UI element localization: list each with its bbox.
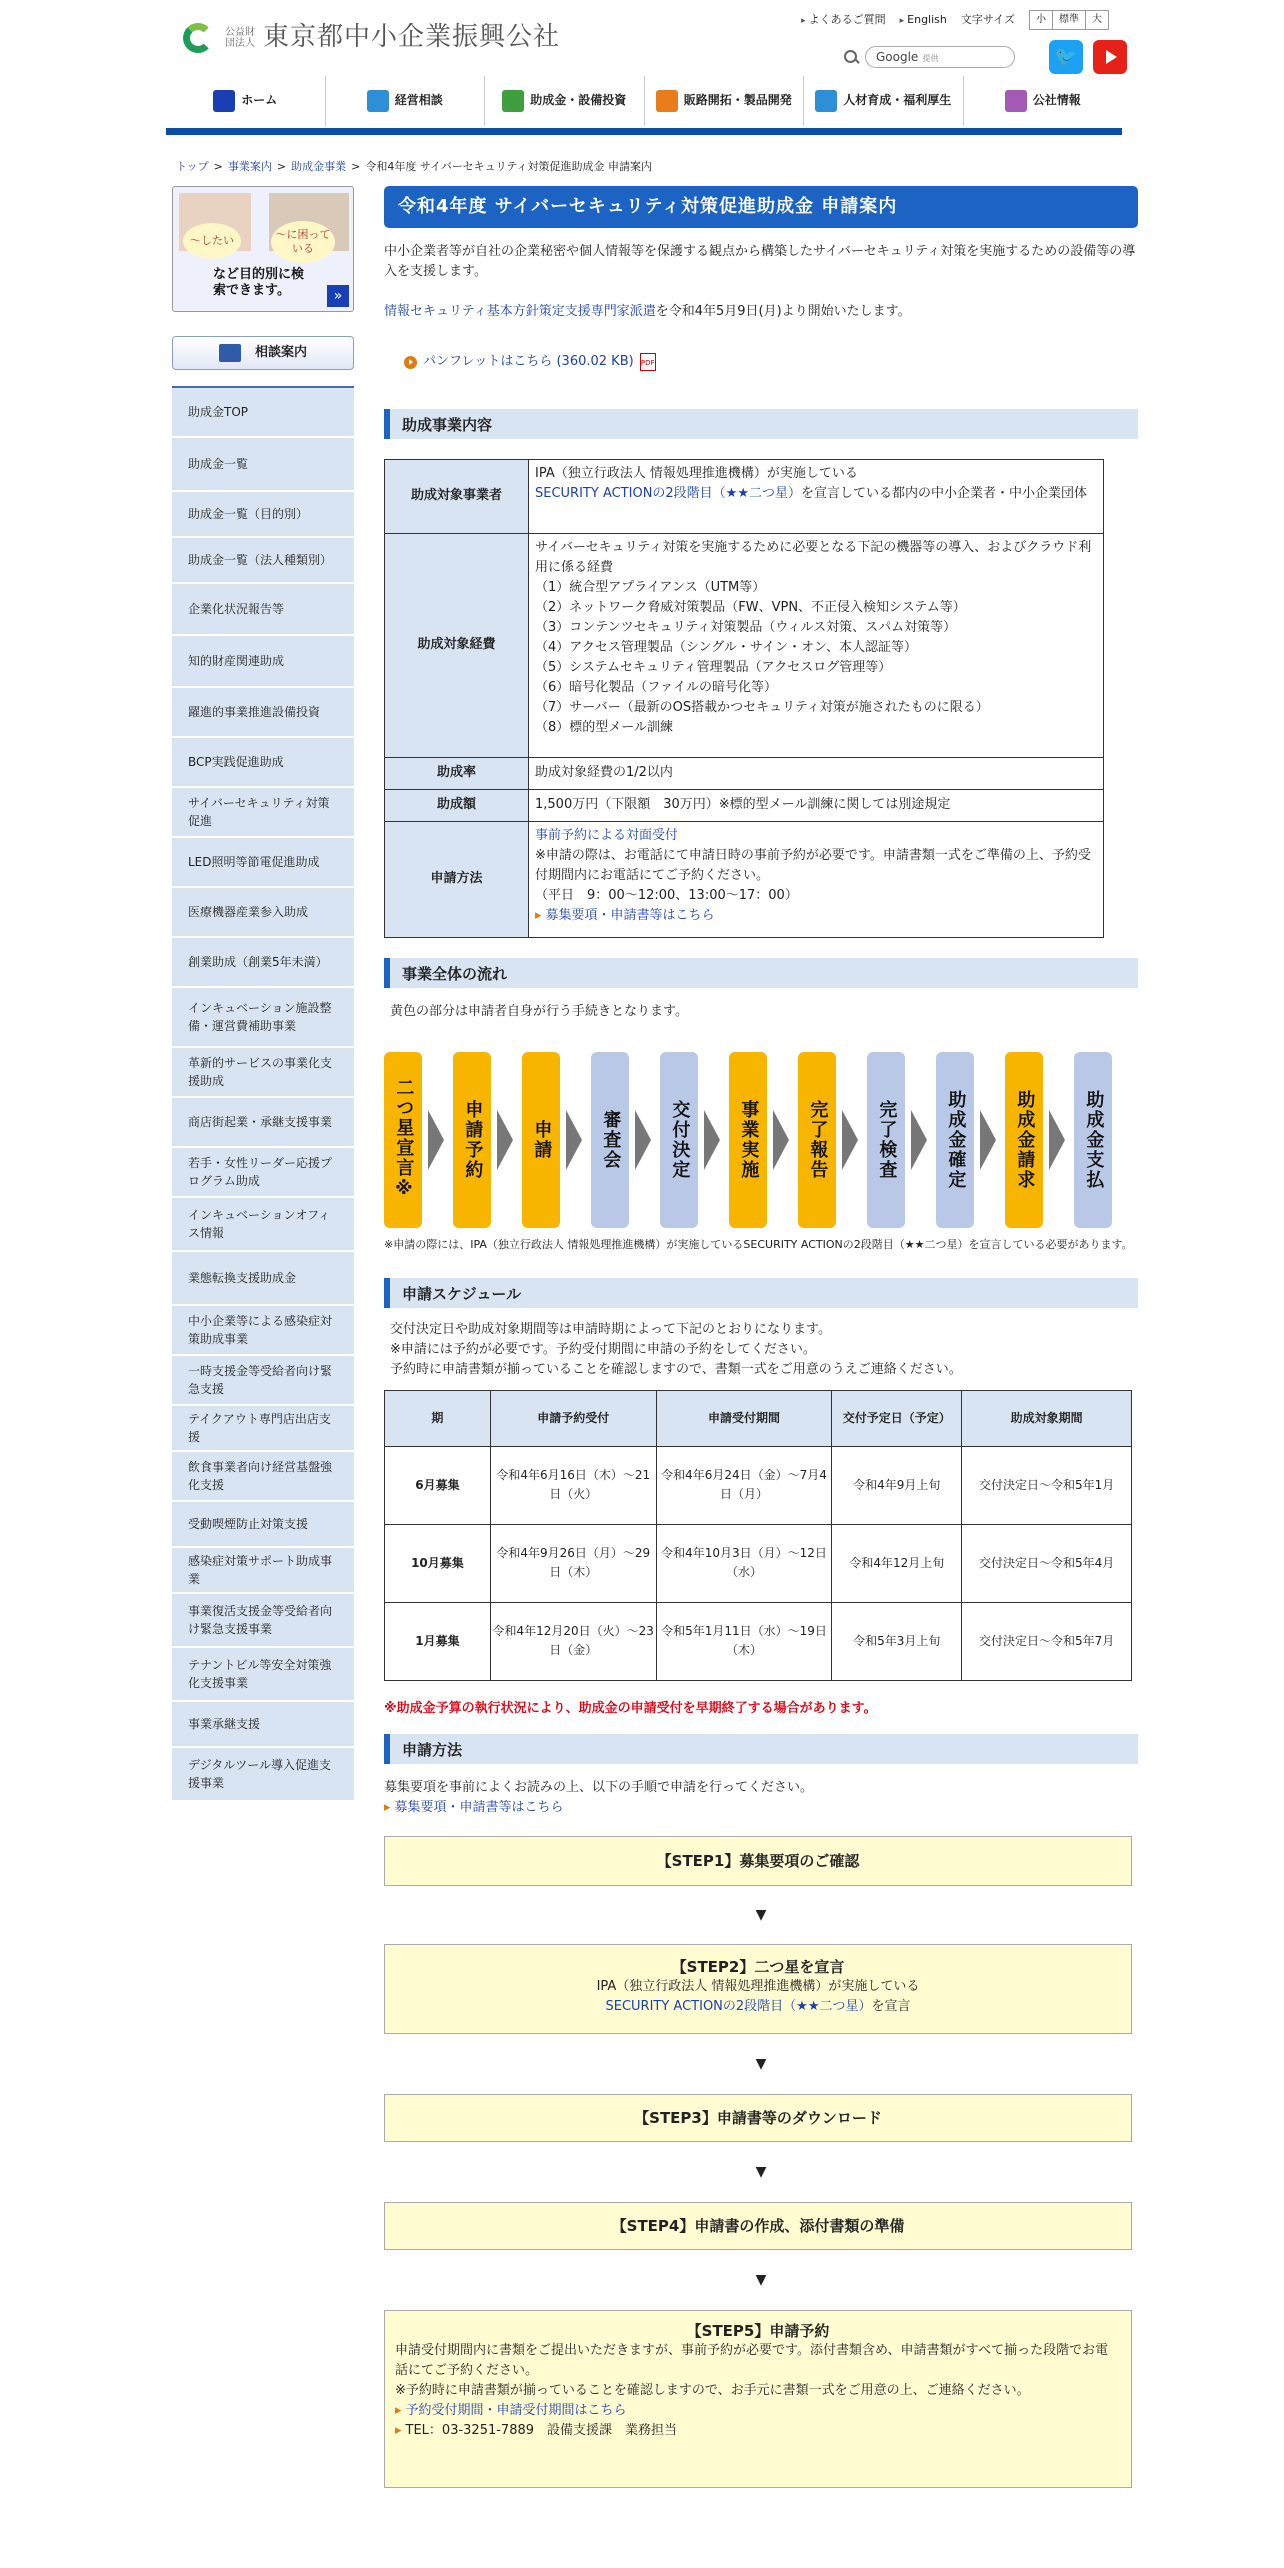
- sidebar-item[interactable]: テナントビル等安全対策強化支援事業: [172, 1648, 354, 1702]
- font-size-small-button[interactable]: 小: [1030, 11, 1053, 29]
- breadcrumb-top[interactable]: トップ: [176, 160, 209, 173]
- flow-step: [729, 1052, 767, 1228]
- schedule-cell: 交付決定日～令和5年1月: [962, 1446, 1132, 1524]
- pamphlet-link[interactable]: パンフレットはこちら (360.02 KB): [423, 354, 634, 369]
- nav-about[interactable]: [964, 76, 1123, 126]
- expense-item: （1）統合型アプライアンス（UTM等）: [535, 579, 766, 595]
- flow-arrow-icon: [980, 1110, 996, 1170]
- sidebar-item[interactable]: サイバーセキュリティ対策促進: [172, 788, 354, 838]
- banner-bubble-1: ～したい: [183, 223, 241, 259]
- flow-arrow-icon: [842, 1110, 858, 1170]
- flow-arrow-icon: [773, 1110, 789, 1170]
- step1-title: 【STEP1】募集要項のご確認: [656, 1852, 860, 1871]
- section-heading-schedule: 申請スケジュール: [384, 1278, 1138, 1308]
- schedule-cell: 令和4年12月20日（火）～23日（金）: [490, 1602, 656, 1680]
- flow-arrow-icon: [428, 1110, 444, 1170]
- td-rate: 助成対象経費の1/2以内: [529, 757, 1104, 789]
- breadcrumb-current: 令和4年度 サイバーセキュリティ対策促進助成金 申請案内: [365, 160, 653, 173]
- handshake-icon: [656, 90, 678, 112]
- logo-mark-icon: [183, 21, 217, 55]
- step5-text-2: ※予約時に申請書類が揃っていることを確認しますので、お手元に書類一式をご用意の上、ご連絡ください。: [395, 2383, 1030, 2399]
- schedule-cell: 令和5年1月11日（水）～19日（木）: [656, 1602, 832, 1680]
- flow-step-label: 二つ星宣言※: [393, 1078, 415, 1202]
- sidebar-item[interactable]: 一時支援金等受給者向け緊急支援: [172, 1356, 354, 1406]
- flow-arrow-icon: [497, 1110, 513, 1170]
- table-row: [385, 1446, 1132, 1524]
- nav-consulting-label: 経営相談: [394, 93, 443, 108]
- schedule-header: 申請予約受付: [490, 1390, 656, 1446]
- down-arrow-icon: ▼: [755, 2272, 767, 2289]
- schedule-cell: 令和5年3月上旬: [832, 1602, 962, 1680]
- nav-home-label: ホーム: [241, 93, 278, 108]
- nav-divider-bar: [166, 128, 1122, 135]
- search-icon[interactable]: [843, 49, 859, 65]
- sidebar-item[interactable]: BCP実践促進助成: [172, 738, 354, 788]
- chevron-right-icon: »: [327, 285, 349, 307]
- expense-item: （5）システムセキュリティ管理製品（アクセスログ管理等）: [535, 659, 892, 675]
- reservation-period-link[interactable]: ▸ 予約受付期間・申請受付期間はこちら: [395, 2401, 1121, 2421]
- nav-subsidy[interactable]: [485, 76, 645, 126]
- nav-hr[interactable]: [804, 76, 964, 126]
- eligible-text-b: を宣言している都内の中小企業者・中小企業団体: [801, 485, 1088, 501]
- expense-item: （6）暗号化製品（ファイルの暗号化等）: [535, 679, 778, 695]
- flow-step: [936, 1052, 974, 1228]
- sidebar-item[interactable]: 若手・女性リーダー応援プログラム助成: [172, 1148, 354, 1198]
- td-method: [529, 821, 1104, 937]
- th-eligible: 助成対象事業者: [385, 459, 529, 533]
- sidebar-item[interactable]: 創業助成（創業5年未満）: [172, 938, 354, 988]
- contact-tel: ▸ TEL：03-3251-7889 設備支援課 業務担当: [395, 2421, 1121, 2441]
- schedule-cell: 6月募集: [385, 1446, 491, 1524]
- th-rate: 助成率: [385, 757, 529, 789]
- banner-bubble-2: ～に困っている: [271, 221, 335, 263]
- twitter-icon[interactable]: [1049, 40, 1083, 74]
- sidebar-item[interactable]: デジタルツール導入促進支援事業: [172, 1748, 354, 1802]
- global-nav: [166, 76, 1122, 126]
- method-note: ※申請の際は、お電話にて申請日時の事前予約が必要です。申請書類一式をご準備の上、予約受付期間内にお電話にてご予約ください。: [535, 847, 1091, 883]
- schedule-line-2: ※申請には予約が必要です。予約受付期間に申請の予約をしてください。: [390, 1341, 816, 1357]
- flow-step: [867, 1052, 905, 1228]
- sidebar-item[interactable]: 事業承継支援: [172, 1702, 354, 1748]
- nav-sales[interactable]: [645, 76, 805, 126]
- th-expenses: 助成対象経費: [385, 533, 529, 757]
- schedule-cell: 交付決定日～令和5年4月: [962, 1524, 1132, 1602]
- faq-link[interactable]: ▸ よくあるご質問: [801, 11, 886, 29]
- schedule-cell: 令和4年9月上旬: [832, 1446, 962, 1524]
- sidebar-item[interactable]: 知的財産関連助成: [172, 636, 354, 688]
- sidebar-item[interactable]: インキュベーションオフィス情報: [172, 1198, 354, 1252]
- nav-sales-label: 販路開拓・製品開発: [683, 93, 792, 108]
- search-input[interactable]: [865, 46, 1015, 68]
- th-method: 申請方法: [385, 821, 529, 937]
- step3-title: 【STEP3】申請書等のダウンロード: [634, 2109, 882, 2128]
- pdf-icon: PDF: [640, 353, 656, 371]
- people-icon: [815, 90, 837, 112]
- section-heading-flow: 事業全体の流れ: [384, 958, 1138, 988]
- schedule-cell: 令和4年10月3日（月）～12日（水）: [656, 1524, 832, 1602]
- nav-hr-label: 人材育成・福利厚生: [843, 93, 952, 108]
- flow-step-label: 申請: [531, 1119, 553, 1160]
- section-heading-content: 助成事業内容: [384, 409, 1138, 439]
- flow-arrow-icon: [911, 1110, 927, 1170]
- guidelines-link[interactable]: ▸ 募集要項・申請書等はこちら: [535, 908, 715, 923]
- consult-button[interactable]: [172, 336, 354, 370]
- flow-arrow-icon: [704, 1110, 720, 1170]
- face-to-face-link[interactable]: 事前予約による対面受付: [535, 827, 679, 843]
- sidebar-item[interactable]: 躍進的事業推進設備投資: [172, 688, 354, 738]
- th-amount: 助成額: [385, 789, 529, 821]
- consulting-icon: [367, 90, 389, 112]
- down-arrow-icon: ▼: [755, 2056, 767, 2073]
- step5-text-1: 申請受付期間内に書類をご提出いただきますが、事前予約が必要です。添付書類含め、申請書類がすべて揃った段階でお電話にてご予約ください。: [395, 2343, 1109, 2379]
- schedule-header: 期: [385, 1390, 491, 1446]
- breadcrumb: トップ > 事業案内 > 助成金事業 > 令和4年度 サイバーセキュリティ対策促進助成金 申請案内: [176, 160, 653, 173]
- font-size-switcher: [1029, 10, 1109, 30]
- td-eligible: [529, 459, 1104, 533]
- sidebar-item[interactable]: 業態転換支援助成金: [172, 1252, 354, 1306]
- flow-step-label: 交付決定: [669, 1099, 691, 1180]
- flow-note: 黄色の部分は申請者自身が行う手続きとなります。: [390, 1003, 688, 1019]
- flow-diagram: [384, 1052, 1138, 1236]
- schedule-cell: 令和4年6月24日（金）～7月4日（月）: [656, 1446, 832, 1524]
- section-heading-method: 申請方法: [384, 1734, 1138, 1764]
- schedule-line-1: 交付決定日や助成対象期間等は申請時期によって下記のとおりになります。: [390, 1321, 831, 1337]
- early-closure-warning: ※助成金予算の執行状況により、助成金の申請受付を早期終了する場合があります。: [384, 1700, 877, 1716]
- step2-link[interactable]: SECURITY ACTIONの2段階目（★★二つ星）: [605, 1999, 872, 2015]
- sidebar-item[interactable]: 中小企業等による感染症対策助成事業: [172, 1306, 354, 1356]
- expense-item: （8）標的型メール訓練: [535, 719, 674, 735]
- search-placeholder: Google: [876, 50, 919, 64]
- consult-icon: [219, 344, 241, 362]
- step2-text-b: を宣言: [871, 1999, 911, 2015]
- sidebar-item[interactable]: テイクアウト専門店出店支援: [172, 1406, 354, 1452]
- schedule-cell: 1月募集: [385, 1602, 491, 1680]
- document-icon: [502, 90, 524, 112]
- breadcrumb-business[interactable]: 事業案内: [227, 160, 272, 173]
- home-icon: [213, 90, 235, 112]
- table-row: [385, 1524, 1132, 1602]
- flow-arrow-icon: [1049, 1110, 1065, 1170]
- flow-step-label: 申請予約: [462, 1099, 484, 1180]
- sidebar-item[interactable]: 感染症対策サポート助成事業: [172, 1548, 354, 1594]
- flow-step: [453, 1052, 491, 1228]
- dispatch-text: を令和4年5月9日(月)より開始いたします。: [655, 304, 911, 319]
- sidebar-item[interactable]: 企業化状況報告等: [172, 584, 354, 636]
- schedule-header: 助成対象期間: [962, 1390, 1132, 1446]
- site-search: [843, 44, 1015, 70]
- sidebar-item[interactable]: 助成金一覧（法人種類別）: [172, 538, 354, 584]
- top-links: [801, 10, 1109, 30]
- down-arrow-icon: ▼: [755, 2164, 767, 2181]
- flow-step: [1074, 1052, 1112, 1228]
- sidebar: [172, 186, 354, 1802]
- method-intro: 募集要項を事前によくお読みの上、以下の手順で申請を行ってください。: [384, 1779, 814, 1795]
- purpose-search-banner[interactable]: [172, 186, 354, 312]
- td-amount: 1,500万円（下限額 30万円）※標的型メール訓練に関しては別途規定: [529, 789, 1104, 821]
- flow-step-label: 事業実施: [738, 1099, 760, 1180]
- youtube-icon[interactable]: [1093, 40, 1127, 74]
- sidebar-item[interactable]: 事業復活支援金等受給者向け緊急支援事業: [172, 1594, 354, 1648]
- sidebar-item[interactable]: 商店街起業・承継支援事業: [172, 1098, 354, 1148]
- sidebar-item[interactable]: LED照明等節電促進助成: [172, 838, 354, 888]
- eligible-text-a: IPA（独立行政法人 情報処理推進機構）が実施している: [535, 465, 858, 481]
- flow-arrow-icon: [635, 1110, 651, 1170]
- main-content: [384, 186, 1138, 2488]
- nav-home[interactable]: [166, 76, 326, 126]
- flow-step-label: 助成金確定: [945, 1089, 967, 1190]
- flow-step: [384, 1052, 422, 1228]
- step2-title: 【STEP2】二つ星を宣言: [671, 1958, 845, 1977]
- step1-box: [384, 1836, 1132, 1886]
- flow-step: [522, 1052, 560, 1228]
- step5-box: [384, 2310, 1132, 2488]
- flow-step-label: 審査会: [600, 1109, 622, 1170]
- flow-step: [1005, 1052, 1043, 1228]
- expense-item: （7）サーバー（最新のOS搭載かつセキュリティ対策が施されたものに限る）: [535, 699, 989, 715]
- down-arrow-icon: ▼: [755, 1907, 767, 1924]
- sidebar-item[interactable]: 受動喫煙防止対策支援: [172, 1502, 354, 1548]
- step4-title: 【STEP4】申請書の作成、添付書類の準備: [611, 2217, 905, 2236]
- schedule-cell: 令和4年6月16日（木）～21日（火）: [490, 1446, 656, 1524]
- sidebar-item[interactable]: 革新的サービスの事業化支援助成: [172, 1048, 354, 1098]
- banner-text: など目的別に検索できます。: [213, 267, 305, 298]
- sidebar-item[interactable]: 医療機器産業参入助成: [172, 888, 354, 938]
- intro-text: 中小企業者等が自社の企業秘密や個人情報等を保護する観点から構築したサイバーセキュリティ対策を実施するための設備等の導入を支援します。: [384, 244, 1136, 279]
- breadcrumb-subsidy[interactable]: 助成金事業: [291, 160, 347, 173]
- schedule-cell: 令和4年12月上旬: [832, 1524, 962, 1602]
- expense-item: （3）コンテンツセキュリティ対策製品（ウィルス対策、スパム対策等）: [535, 619, 957, 635]
- nav-about-label: 公社情報: [1032, 93, 1081, 108]
- step2-box: [384, 1944, 1132, 2034]
- step3-box: [384, 2094, 1132, 2142]
- flow-step: [798, 1052, 836, 1228]
- method-hours: （平日 9：00～12:00、13:00～17：00）: [535, 887, 798, 903]
- flow-arrow-icon: [566, 1110, 582, 1170]
- font-size-label: 文字サイズ: [960, 13, 1015, 27]
- flow-step-label: 完了報告: [807, 1099, 829, 1180]
- schedule-text: [390, 1320, 1138, 1380]
- logo-small-text: 公益財団法人: [225, 26, 255, 49]
- flow-step-label: 完了検査: [876, 1099, 898, 1180]
- subsidy-content-table: [384, 459, 1104, 938]
- sidebar-item[interactable]: 飲食事業者向け経営基盤強化支援: [172, 1452, 354, 1502]
- step4-box: [384, 2202, 1132, 2250]
- flow-step: [591, 1052, 629, 1228]
- schedule-line-3: 予約時に申請書類が揃っていることを確認しますので、書類一式をご用意のうえご連絡ください。: [390, 1361, 962, 1377]
- td-expenses: [529, 533, 1104, 757]
- expense-item: サイバーセキュリティ対策を実施するために必要となる下記の機器等の導入、およびクラウド利用に係る経費: [535, 539, 1092, 575]
- flow-step-label: 助成金支払: [1083, 1089, 1105, 1190]
- nav-consulting[interactable]: [326, 76, 486, 126]
- security-action-link[interactable]: SECURITY ACTIONの2段階目（★★二つ星）: [535, 485, 801, 501]
- font-size-normal-button[interactable]: 標準: [1053, 11, 1086, 29]
- sidebar-item[interactable]: 助成金一覧: [172, 438, 354, 492]
- site-logo[interactable]: [183, 18, 560, 58]
- nav-subsidy-label: 助成金・設備投資: [530, 93, 627, 108]
- english-link[interactable]: ▸ English: [900, 11, 947, 29]
- table-row: [385, 1602, 1132, 1680]
- arrow-circle-icon: [404, 356, 417, 369]
- sidebar-item[interactable]: 助成金一覧（目的別）: [172, 492, 354, 538]
- schedule-cell: 10月募集: [385, 1524, 491, 1602]
- logo-main-text: 東京都中小企業振興公社: [263, 22, 561, 53]
- consult-label: 相談案内: [254, 344, 307, 360]
- step2-text-a: IPA（独立行政法人 情報処理推進機構）が実施している: [596, 1979, 920, 1995]
- dispatch-link[interactable]: 情報セキュリティ基本方針策定支援専門家派遣: [384, 304, 656, 319]
- sidebar-item[interactable]: インキュベーション施設整備・運営費補助事業: [172, 988, 354, 1048]
- pamphlet-row: [404, 352, 1138, 373]
- expense-item: （2）ネットワーク脅威対策製品（FW、VPN、不正侵入検知システム等）: [535, 599, 966, 615]
- font-size-large-button[interactable]: 大: [1092, 14, 1102, 25]
- flow-step-label: 助成金請求: [1014, 1089, 1036, 1190]
- dispatch-notice: [384, 302, 1138, 322]
- step5-title: 【STEP5】申請予約: [686, 2322, 830, 2341]
- method-guidelines-link[interactable]: ▸ 募集要項・申請書等はこちら: [384, 1800, 564, 1815]
- sidebar-item[interactable]: 助成金TOP: [172, 388, 354, 438]
- schedule-table: [384, 1390, 1132, 1681]
- schedule-cell: 令和4年9月26日（月）～29日（木）: [490, 1524, 656, 1602]
- schedule-header: 申請受付期間: [656, 1390, 832, 1446]
- schedule-header: 交付予定日（予定）: [832, 1390, 962, 1446]
- page-title: 令和4年度 サイバーセキュリティ対策促進助成金 申請案内: [384, 186, 1138, 228]
- schedule-cell: 交付決定日～令和5年7月: [962, 1602, 1132, 1680]
- site-header: [0, 0, 1284, 140]
- flow-footnote: ※申請の際には、IPA（独立行政法人 情報処理推進機構）が実施しているSECURITY ACTIONの2段階目（★★二つ星）を宣言している必要があります。: [384, 1237, 1133, 1251]
- book-icon: [1005, 90, 1027, 112]
- sidebar-menu: [172, 386, 354, 1802]
- search-provider-text: 提供: [922, 54, 939, 63]
- expense-item: （4）アクセス管理製品（シングル・サイン・オン、本人認証等）: [535, 639, 917, 655]
- flow-step: [660, 1052, 698, 1228]
